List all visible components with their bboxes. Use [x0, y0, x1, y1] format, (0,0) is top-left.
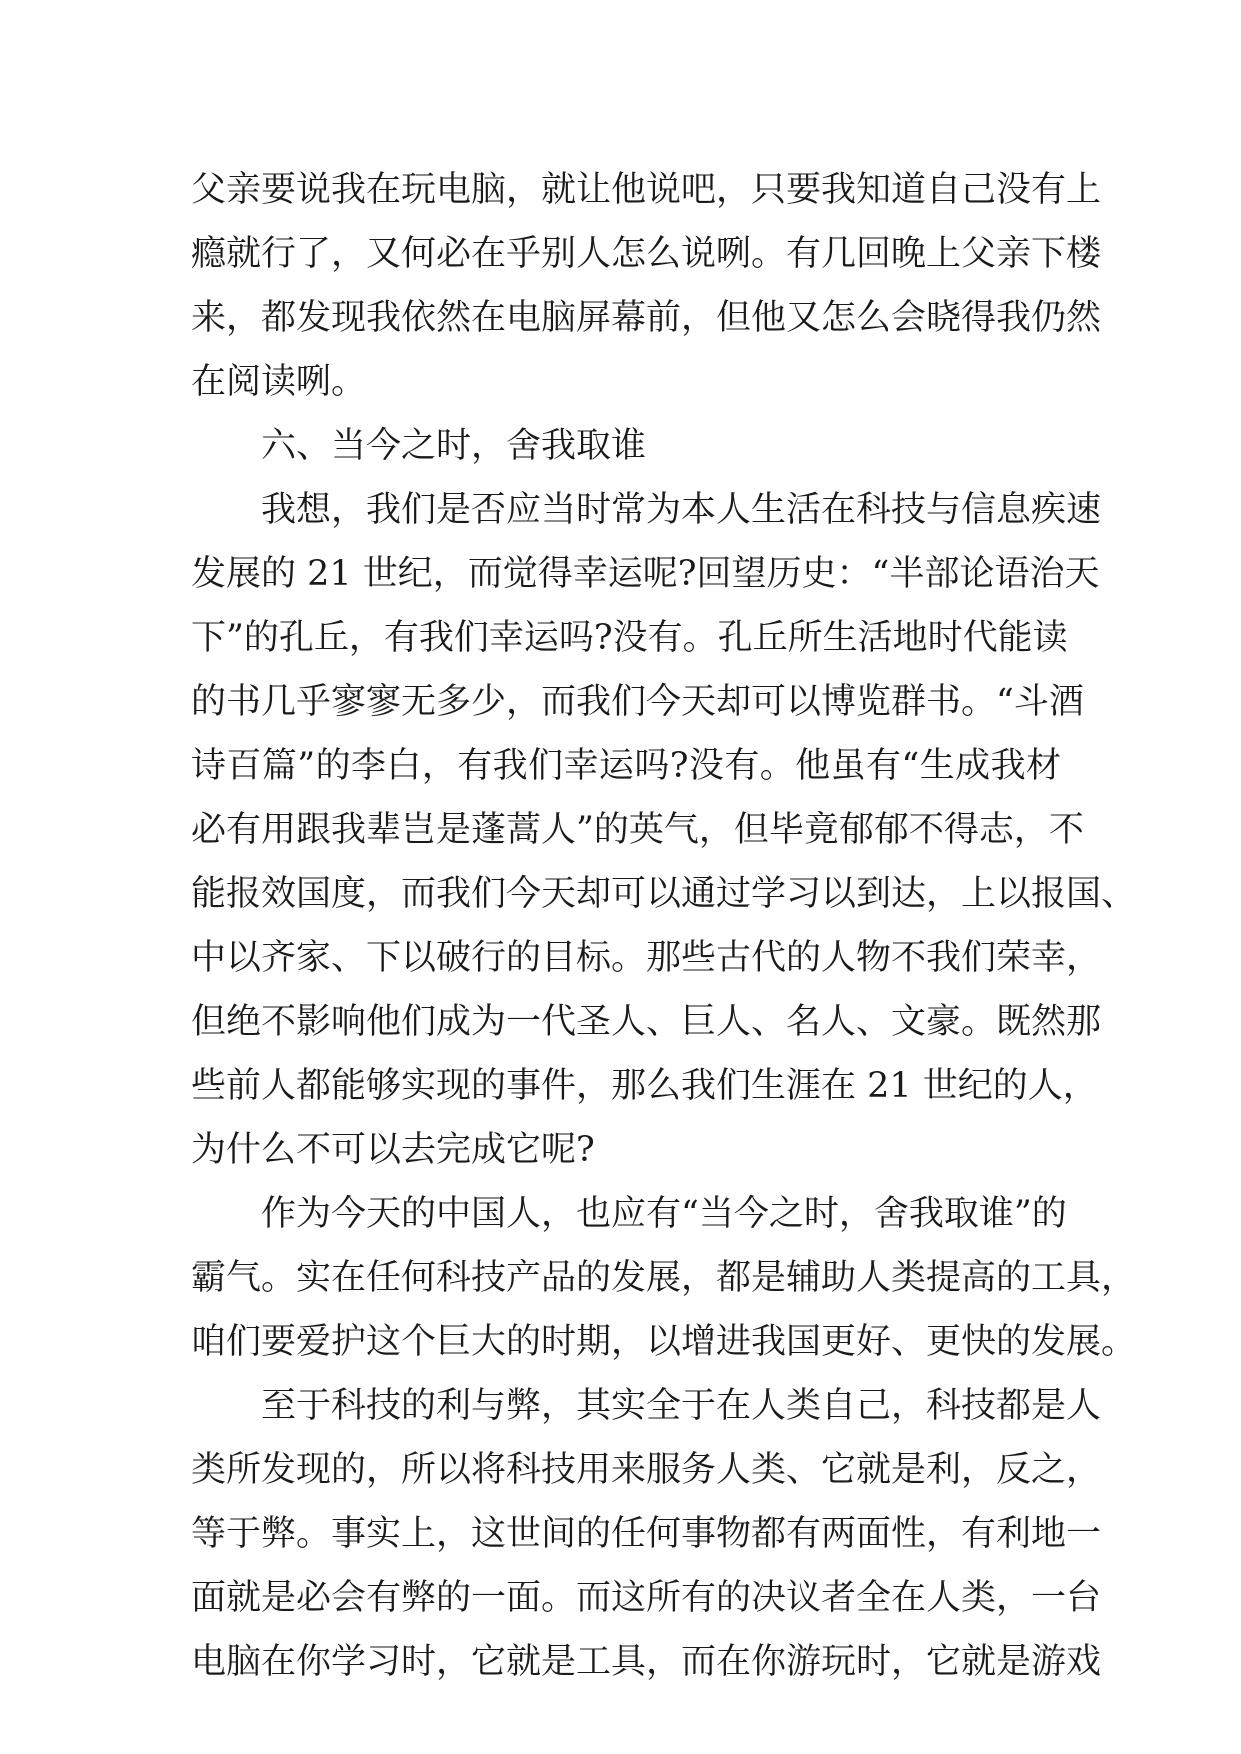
text-line: 些前人都能够实现的事件，那么我们生涯在 21 世纪的人， — [191, 1066, 1098, 1106]
text-line: 至于科技的利与弊，其实全于在人类自己，科技都是人 — [261, 1386, 1102, 1426]
text-line: 为什么不可以去完成它呢? — [191, 1130, 595, 1170]
text-line: 我想，我们是否应当时常为本人生活在科技与信息疾速 — [261, 490, 1102, 530]
text-line: 类所发现的，所以将科技用来服务人类、它就是利，反之， — [191, 1450, 1102, 1490]
text-line: 但绝不影响他们成为一代圣人、巨人、名人、文豪。既然那 — [191, 1002, 1102, 1042]
text-line: 发展的 21 世纪，而觉得幸运呢?回望历史：“半部论语治天 — [191, 554, 1100, 594]
text-line: 咱们要爱护这个巨大的时期，以增进我国更好、更快的发展。 — [191, 1322, 1137, 1362]
text-line: 霸气。实在任何科技产品的发展，都是辅助人类提高的工具， — [191, 1258, 1137, 1298]
heading-text: 六、当今之时，舍我取谁 — [261, 426, 647, 466]
text-line: 等于弊。事实上，这世间的任何事物都有两面性，有利地一 — [191, 1514, 1102, 1554]
text-line: 来，都发现我依然在电脑屏幕前，但他又怎么会晓得我仍然 — [191, 298, 1102, 338]
text-line: 能报效国度，而我们今天却可以通过学习以到达，上以报国、 — [191, 874, 1137, 914]
text-line: 下”的孔丘，有我们幸运吗?没有。孔丘所生活地时代能读 — [191, 618, 1068, 658]
text-line: 父亲要说我在玩电脑，就让他说吧，只要我知道自己没有上 — [191, 170, 1102, 210]
text-line: 电脑在你学习时，它就是工具，而在你游玩时，它就是游戏 — [191, 1642, 1102, 1682]
paragraph — [191, 1182, 1137, 1374]
text-line: 中以齐家、下以破行的目标。那些古代的人物不我们荣幸， — [191, 938, 1102, 978]
section-heading — [191, 414, 1061, 478]
paragraph — [191, 158, 1102, 414]
paragraph — [191, 1374, 1102, 1694]
document-body — [191, 158, 1137, 1694]
text-line: 必有用跟我辈岂是蓬蒿人”的英气，但毕竟郁郁不得志，不 — [191, 810, 1084, 850]
paragraph — [191, 478, 1137, 1182]
text-line: 诗百篇”的李白，有我们幸运吗?没有。他虽有“生成我材 — [191, 746, 1061, 786]
text-line: 瘾就行了，又何必在乎别人怎么说咧。有几回晚上父亲下楼 — [191, 234, 1102, 274]
text-line: 在阅读咧。 — [191, 362, 367, 402]
text-line: 作为今天的中国人，也应有“当今之时，舍我取谁”的 — [261, 1194, 1067, 1234]
text-line: 面就是必会有弊的一面。而这所有的决议者全在人类，一台 — [191, 1578, 1102, 1618]
text-line: 的书几乎寥寥无多少，而我们今天却可以博览群书。“斗酒 — [191, 682, 1084, 722]
